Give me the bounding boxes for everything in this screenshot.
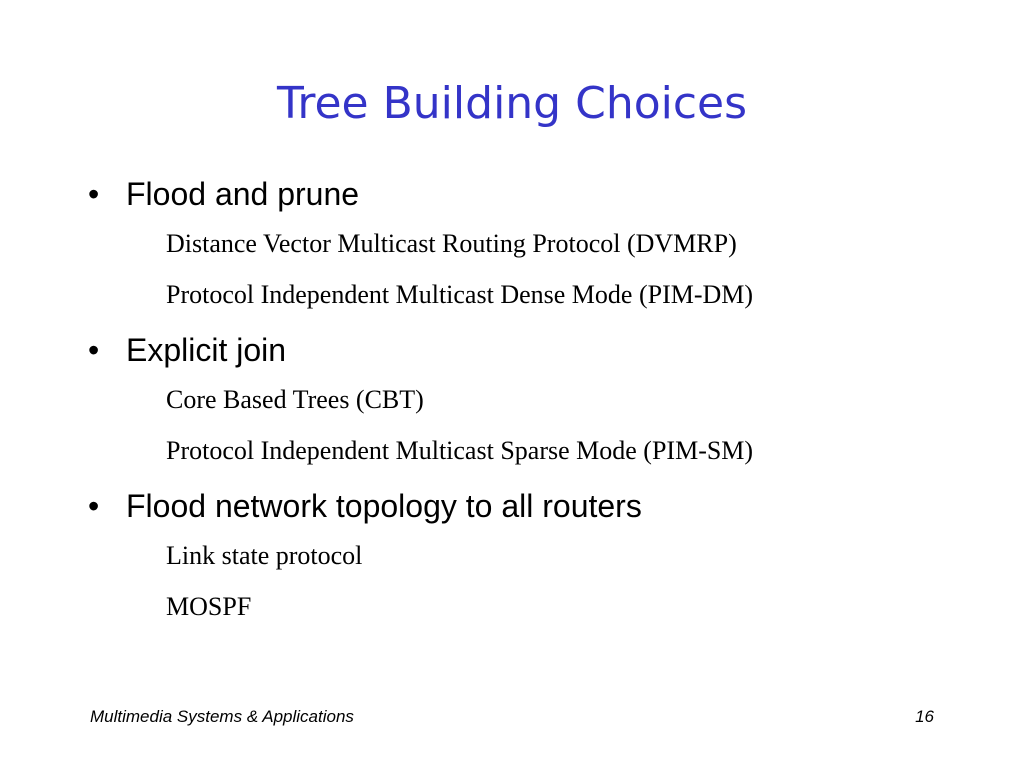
sub-item: Distance Vector Multicast Routing Protocol (DVMRP) [166,229,737,258]
sub-item: Link state protocol [166,541,363,570]
footer-course-title: Multimedia Systems & Applications [90,707,354,726]
bullet-text: Flood and prune [126,176,360,212]
bullet-item [88,330,286,370]
bullet-text: Flood network topology to all routers [126,488,642,524]
bullet-item [88,174,359,214]
slide-title: Tree Building Choices [276,78,748,129]
bullet-item [88,486,642,526]
sub-item: Protocol Independent Multicast Sparse Mode (PIM-SM) [166,436,754,465]
sub-item: MOSPF [166,592,252,621]
bullet-glyph: • [88,488,100,524]
bullet-glyph: • [88,176,100,212]
bullet-text: Explicit join [126,332,287,368]
footer-page-number: 16 [915,707,934,726]
bullet-glyph: • [88,332,100,368]
sub-item: Protocol Independent Multicast Dense Mode (PIM-DM) [166,280,754,309]
sub-item: Core Based Trees (CBT) [166,385,424,414]
